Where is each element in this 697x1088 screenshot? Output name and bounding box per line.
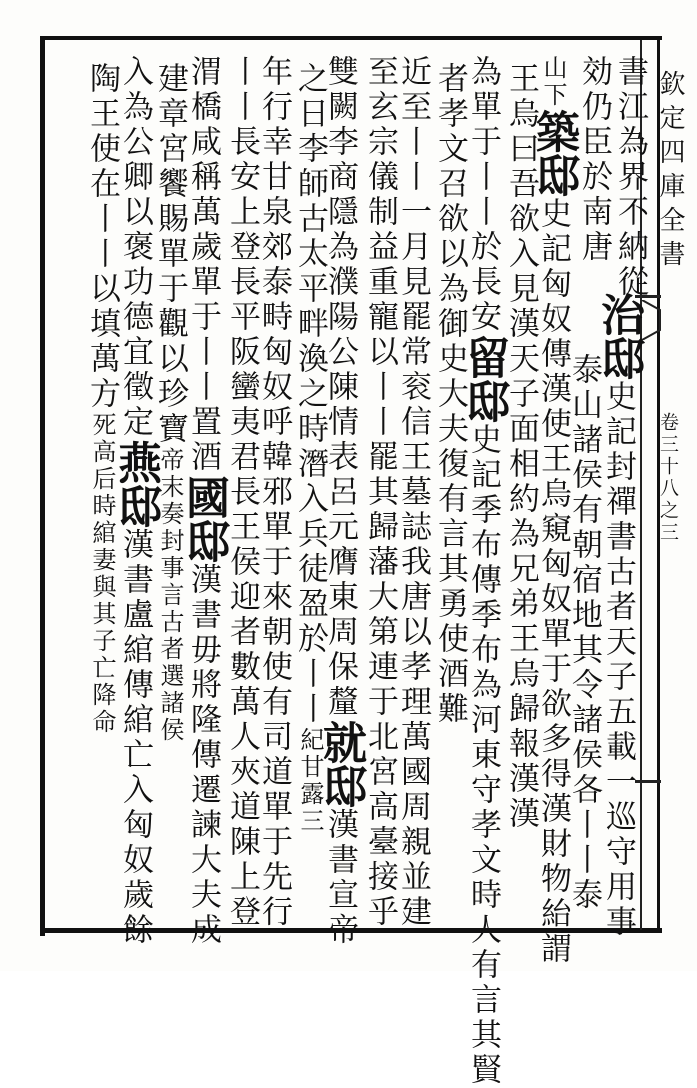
column-text: 泰山諸侯有朝宿地其令諸侯各丨丨泰 xyxy=(566,353,602,913)
column-text: 効仍臣於南唐 xyxy=(576,55,612,265)
column-text: 紀甘露三 xyxy=(296,727,324,835)
column-text: 史記封禪書古者天子五載一巡守用事 xyxy=(600,380,636,940)
entry-heading: 就邸 xyxy=(315,720,366,808)
entry-heading: 邸 xyxy=(528,153,579,197)
column-text: 之日李師古太平畔渙之時潛入兵徒盈於丨丨 xyxy=(292,62,328,727)
entry-heading: 治 xyxy=(593,292,644,336)
column-text: 年行幸甘泉郊泰畤匈奴呼韓邪單于來朝使有司道單于先行 xyxy=(256,55,292,930)
column-text: 至玄宗儀制益重寵以丨丨罷其歸藩大第連于北宮高臺接乎 xyxy=(362,55,398,930)
frame-border-left xyxy=(40,36,45,936)
volume-label: 卷三十八之三 xyxy=(657,412,679,544)
column-text: 丨丨長安上登長平阪蠻夷君長王侯迎者數萬人夾道陳上登 xyxy=(224,55,260,930)
column-text: 入為公卿以褒功德宜徵定 xyxy=(117,55,153,440)
column-text: 者孝文召欲以為御史大夫復有言其勇使酒難 xyxy=(432,62,468,727)
column-text: 史記匈奴傳漢使王烏窺匈奴單于欲多得漢財物紿謂 xyxy=(535,197,571,967)
column-text: 漢書毋將隆傳遷諫大夫成 xyxy=(185,563,221,948)
column-text: 渭橋咸稱萬歲單于丨丨置酒 xyxy=(185,55,221,475)
entry-heading: 燕邸 xyxy=(110,440,161,528)
column-text: 陶王使在丨丨以填萬方 xyxy=(84,62,120,412)
column-text: 下 xyxy=(539,82,567,109)
book-title: 欽定四庫全書 xyxy=(655,70,685,274)
entry-heading: 國邸 xyxy=(178,475,229,563)
entry-heading: 築 xyxy=(528,109,579,153)
text-column-4 xyxy=(499,62,543,832)
column-text: 帝末奏封事言古者選諸侯 xyxy=(156,447,184,744)
column-text: 漢書宣帝 xyxy=(322,808,358,948)
column-text: 建章宮饗賜單于觀以珍寶 xyxy=(152,62,188,447)
column-text: 為單于丨丨於長安 xyxy=(465,55,501,335)
text-column-18 xyxy=(562,353,606,913)
column-text: 近至丨丨一月見罷常衮信王墓誌我唐以孝理萬國周親並建 xyxy=(395,55,431,930)
column-text: 山 xyxy=(539,55,567,82)
frame-border-top xyxy=(40,36,662,40)
column-text: 死高后時綰妻與其子亡降命 xyxy=(88,412,116,736)
text-column-16 xyxy=(80,62,124,736)
column-text: 史記季布傳季布為河東守孝文時人有言其賢 xyxy=(465,423,501,1088)
entry-heading: 邸 xyxy=(593,336,644,380)
column-text: 漢書盧綰傳綰亡入匈奴歲餘 xyxy=(117,528,153,948)
entry-heading: 留邸 xyxy=(458,335,509,423)
column-text: 雙闕李商隱為濮陽公陳情表呂元膺東周保釐 xyxy=(322,55,358,720)
column-text: 書江為界不納從 xyxy=(612,55,648,300)
column-text: 王烏曰吾欲入見漢天子面相約為兄弟王烏歸報漢漢 xyxy=(503,62,539,832)
